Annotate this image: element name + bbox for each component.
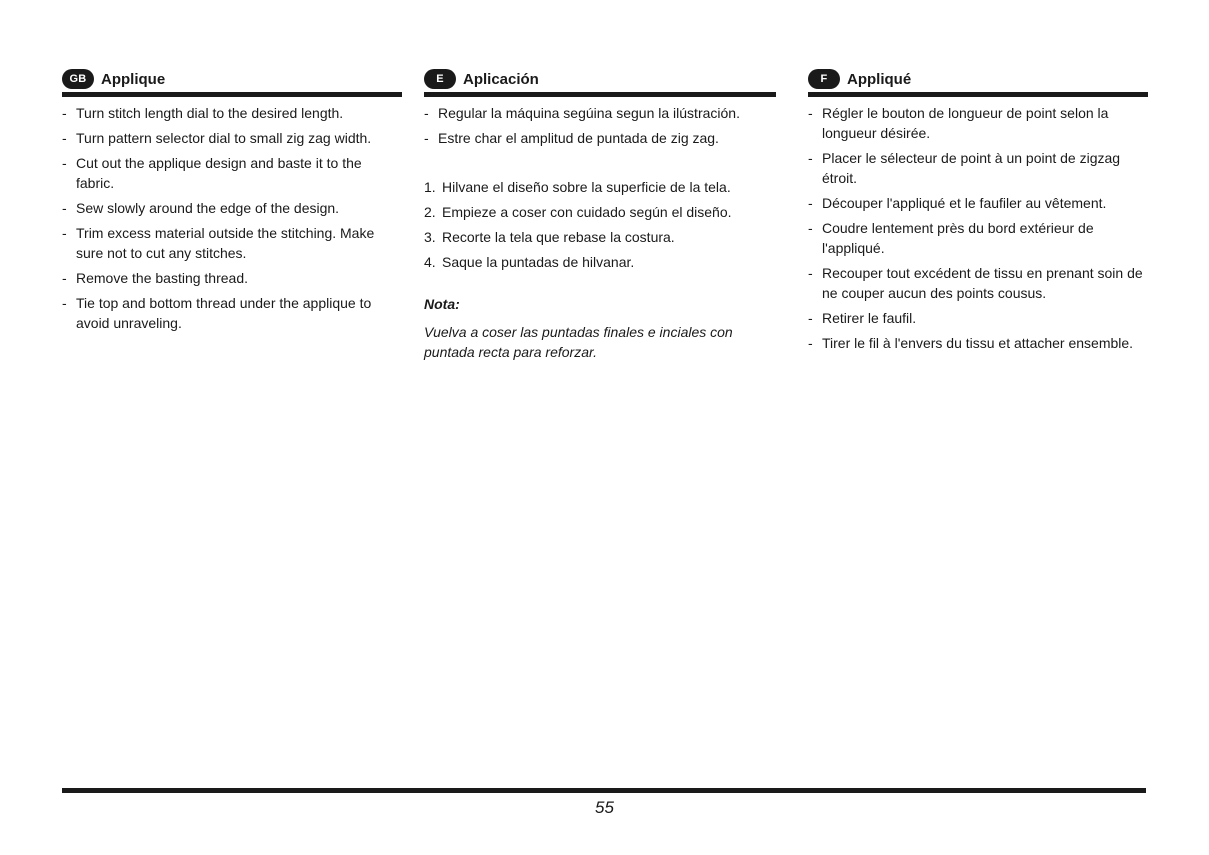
instruction-list	[808, 103, 1148, 353]
instruction-item: - Régler le bouton de longueur de point selon la longueur désirée.	[808, 105, 1109, 141]
section-title: Aplicación	[463, 70, 539, 88]
instruction-item: - Remove the basting thread.	[62, 270, 248, 286]
instruction-list	[62, 103, 402, 333]
step-item: 2. Empieze a coser con cuidado según el diseño.	[424, 204, 732, 220]
footer-rule	[62, 788, 1146, 793]
step-item: 3. Recorte la tela que rebase la costura.	[424, 229, 675, 245]
instruction-item: - Découper l'appliqué et le faufiler au vêtement.	[808, 195, 1107, 211]
instruction-item: - Coudre lentement près du bord extérieur de l'appliqué.	[808, 220, 1094, 256]
instruction-item: - Turn stitch length dial to the desired length.	[62, 105, 344, 121]
instruction-item: - Recouper tout excédent de tissu en prenant soin de ne couper aucun des points cousus.	[808, 265, 1143, 301]
section-title: Applique	[101, 70, 166, 88]
section-header-spanish	[424, 66, 776, 97]
note-title: Nota:	[424, 296, 460, 312]
section-title: Appliqué	[847, 70, 912, 88]
instruction-item: - Cut out the applique design and baste it to the fabric.	[62, 155, 362, 191]
step-item: 4. Saque la puntadas de hilvanar.	[424, 254, 635, 270]
numbered-step-list	[424, 177, 776, 272]
instruction-item: - Turn pattern selector dial to small zig zag width.	[62, 130, 372, 146]
language-badge-gb: GB	[62, 69, 94, 89]
instruction-list	[424, 103, 776, 148]
instruction-item: - Placer le sélecteur de point à un point de zigzag étroit.	[808, 150, 1121, 186]
instruction-item: - Regular la máquina segúina segun la ilústración.	[424, 105, 740, 121]
instruction-item: - Trim excess material outside the stitching. Make sure not to cut any stitches.	[62, 225, 375, 261]
instruction-item: - Tie top and bottom thread under the applique to avoid unraveling.	[62, 295, 372, 331]
language-badge-e: E	[424, 69, 456, 89]
page-number: 55	[595, 798, 614, 817]
column-english	[62, 66, 402, 338]
instruction-item: - Sew slowly around the edge of the design.	[62, 200, 340, 216]
step-item: 1. Hilvane el diseño sobre la superficie de la tela.	[424, 179, 731, 195]
instruction-item: - Tirer le fil à l'envers du tissu et attacher ensemble.	[808, 335, 1134, 351]
column-french	[808, 66, 1148, 358]
section-header-french	[808, 66, 1148, 97]
instruction-item: - Retirer le faufil.	[808, 310, 917, 326]
note-text: Vuelva a coser las puntadas finales e inciales con puntada recta para reforzar.	[424, 324, 733, 360]
section-header-english	[62, 66, 402, 97]
instruction-item: - Estre char el amplitud de puntada de zig zag.	[424, 130, 719, 146]
language-badge-f: F	[808, 69, 840, 89]
column-spanish	[424, 66, 776, 362]
